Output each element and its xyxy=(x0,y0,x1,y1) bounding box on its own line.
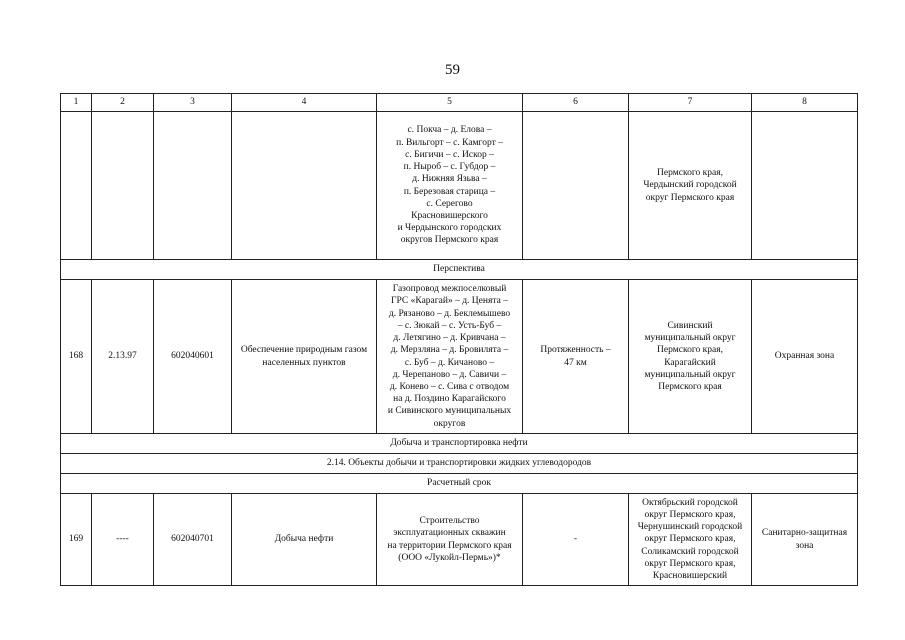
cell-id: 602040701 xyxy=(154,494,232,586)
cell-object xyxy=(377,280,523,434)
header-cell-5: 5 xyxy=(377,94,523,112)
cell-object xyxy=(377,494,523,586)
header-cell-3: 3 xyxy=(154,94,232,112)
characteristics-text: Протяженность – 47 км xyxy=(540,345,611,368)
cell-empty xyxy=(232,112,377,260)
header-cell-2: 2 xyxy=(92,94,154,112)
header-cell-7: 7 xyxy=(629,94,752,112)
cell-zone xyxy=(752,494,858,586)
cell-characteristics: - xyxy=(523,494,629,586)
cell-empty xyxy=(61,112,92,260)
cell-code: 2.13.97 xyxy=(92,280,154,434)
location-text: Пермского края, Чердынский городской округ Пермского края xyxy=(643,168,737,203)
cell-location xyxy=(629,494,752,586)
cell-empty xyxy=(752,112,858,260)
header-cell-4: 4 xyxy=(232,94,377,112)
location-text: Октябрьский городской округ Пермского края, Чернушинский городской округ Пермского края, Соликамский городской округ Пермского края, Красновишерский xyxy=(637,497,743,581)
cell-number: 169 xyxy=(61,494,92,586)
cell-route xyxy=(377,112,523,260)
cell-empty xyxy=(154,112,232,260)
cell-purpose: Добыча нефти xyxy=(232,494,377,586)
cell-location xyxy=(629,112,752,260)
zone-text: Санитарно-защитная зона xyxy=(761,528,848,551)
location-text: Сивинский муниципальный округ Пермского края, Карагайский муниципальный округ Пермского края xyxy=(644,320,736,392)
section-title: Перспектива xyxy=(61,260,858,280)
cell-purpose: Обеспечение природным газом населенных пунктов xyxy=(232,280,377,434)
data-table xyxy=(60,93,858,586)
section-title: Расчетный срок xyxy=(61,474,858,494)
cell-number: 168 xyxy=(61,280,92,434)
table-row-168 xyxy=(61,280,858,434)
object-text: Газопровод межпоселковый ГРС «Карагай» – д. Ценята – д. Рязаново – д. Беклемышево – с. Зюкай – с. Усть-Буб – д. Летягино – д. Кривчана – д. Мерзляна – д. Бровилята – с. Буб – д. Кичаново – д. Черепаново – д. Савичи – д. Конево – с. Сива с отводом на д. Поздино Карагайского и Сивинского муниципальных округов xyxy=(387,284,512,429)
header-cell-8: 8 xyxy=(752,94,858,112)
section-title: Добыча и транспортировка нефти xyxy=(61,434,858,454)
cell-empty xyxy=(523,112,629,260)
header-row xyxy=(61,94,858,112)
table-row-169 xyxy=(61,494,858,586)
header-cell-6: 6 xyxy=(523,94,629,112)
cell-characteristics xyxy=(523,280,629,434)
cell-empty xyxy=(92,112,154,260)
table-row-continuation xyxy=(61,112,858,260)
cell-code: ---- xyxy=(92,494,154,586)
object-text: Строительство эксплуатационных скважин на территории Пермского края (ООО «Лукойл-Пермь»)* xyxy=(387,516,512,563)
section-row-2-14 xyxy=(61,454,858,474)
section-row-oil xyxy=(61,434,858,454)
section-row-estimated xyxy=(61,474,858,494)
page-number: 59 xyxy=(445,62,460,78)
route-text: с. Покча – д. Елова – п. Вильгорт – с. Камгорт – с. Бигичи – с. Искор – п. Ныроб – с. Губдор – д. Нижняя Язьва – п. Березовая старица – с. Серегово Красновишерского и Чердынского городских округов Пермского края xyxy=(396,125,503,246)
section-title: 2.14. Объекты добычи и транспортировки жидких углеводородов xyxy=(61,454,858,474)
section-row-perspective xyxy=(61,260,858,280)
cell-zone: Охранная зона xyxy=(752,280,858,434)
header-cell-1: 1 xyxy=(61,94,92,112)
cell-location xyxy=(629,280,752,434)
cell-id: 602040601 xyxy=(154,280,232,434)
